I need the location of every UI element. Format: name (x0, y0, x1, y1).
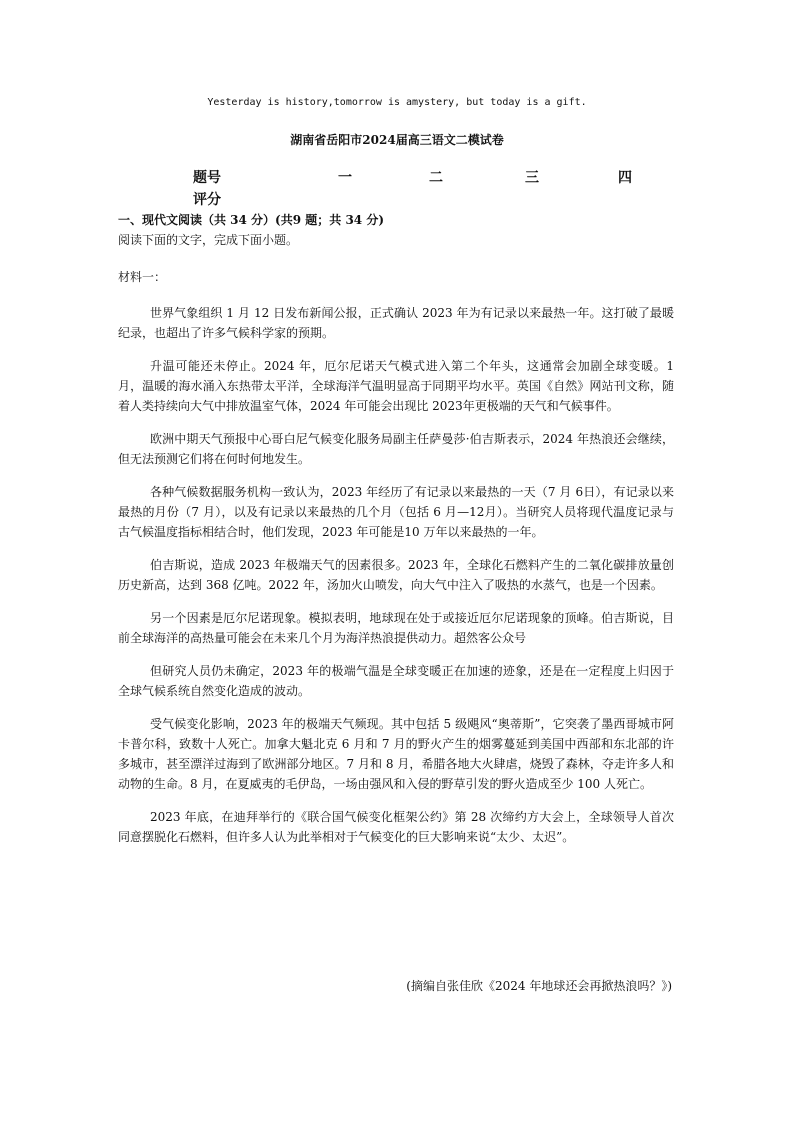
score-table (193, 167, 653, 211)
article-paragraph-1: 世界气象组织 1 月 12 日发布新闻公报，正式确认 2023 年为有记录以来最热一年。这打破了最暖纪录，也超出了许多气候科学家的预期。 (118, 306, 674, 340)
article-paragraph-9: 2023 年底，在迪拜举行的《联合国气候变化框架公约》第 28 次缔约方大会上，全球领导人首次同意摆脱化石燃料，但许多人认为此举相对于气候变化的巨大影响来说“太少、太迟”。 (118, 810, 674, 844)
score-column-4: 四 (618, 170, 632, 186)
question-number-label: 题号 (193, 170, 221, 186)
source-citation: (摘编自张佳欣《2024 年地球还会再掀热浪吗？》) (406, 979, 672, 993)
score-table-header-row (193, 167, 653, 189)
score-label: 评分 (193, 192, 221, 208)
score-column-1: 一 (338, 170, 352, 186)
material-label: 材料一： (118, 270, 167, 284)
article-paragraph-7: 但研究人员仍未确定，2023 年的极端气温是全球变暖正在加速的迹象，还是在一定程度上归因于全球气候系统自然变化造成的波动。 (118, 664, 674, 698)
header-motto: Yesterday is history,tomorrow is amystery, but today is a gift. (207, 97, 587, 108)
article-body (118, 303, 674, 860)
score-table-score-row (193, 189, 653, 211)
article-paragraph-5: 伯吉斯说，造成 2023 年极端天气的因素很多。2023 年，全球化石燃料产生的二氧化碳排放量创历史新高，达到 368 亿吨。2022 年，汤加火山喷发，向大气中注入了吸热的水蒸气，也是一个因素。 (118, 558, 674, 592)
article-paragraph-2: 升温可能还未停止。2024 年，厄尔尼诺天气模式进入第二个年头，这通常会加剧全球变暖。1 月，温暖的海水涌入东热带太平洋，全球海洋气温明显高于同期平均水平。英国《自然》网站刊文称，随着人类持续向大气中排放温室气体，2024 年可能会出现比 2023年更极端的天气和气候事件。 (118, 359, 674, 413)
exam-title: 湖南省岳阳市2024届高三语文二模试卷 (290, 133, 504, 147)
article-paragraph-8: 受气候变化影响，2023 年的极端天气频现。其中包括 5 级飓风“奥蒂斯”，它突袭了墨西哥城市阿卡普尔科，致数十人死亡。加拿大魁北克 6 月和 7 月的野火产生的烟雾蔓延到美国中西部和东北部的许多城市，甚至漂洋过海到了欧洲部分地区。7 月和 8 月，希腊各地大火肆虐，烧毁了森林，夺走许多人和动物的生命。8 月，在夏威夷的毛伊岛，一场由强风和入侵的野草引发的野火造成至少 100 人死亡。 (118, 717, 674, 791)
article-paragraph-4: 各种气候数据服务机构一致认为，2023 年经历了有记录以来最热的一天（7 月 6日），有记录以来最热的月份（7 月），以及有记录以来最热的几个月（包括 6 月—12月）。当研究人员将现代温度记录与古气候温度指标相结合时，他们发现，2023 年可能是10 万年以来最热的一年。 (118, 485, 674, 539)
score-column-2: 二 (429, 170, 443, 186)
section-heading: 一、现代文阅读（共 34 分）(共9 题；共 34 分) (118, 213, 384, 227)
score-column-3: 三 (525, 170, 539, 186)
article-paragraph-6: 另一个因素是厄尔尼诺现象。模拟表明，地球现在处于或接近厄尔尼诺现象的顶峰。伯吉斯说，目前全球海洋的高热量可能会在未来几个月为海洋热浪提供动力。超然客公众号 (118, 611, 674, 645)
article-paragraph-3: 欧洲中期天气预报中心哥白尼气候变化服务局副主任萨曼莎·伯吉斯表示，2024 年热浪还会继续，但无法预测它们将在何时何地发生。 (118, 432, 674, 466)
reading-instruction: 阅读下面的文字，完成下面小题。 (118, 233, 299, 247)
